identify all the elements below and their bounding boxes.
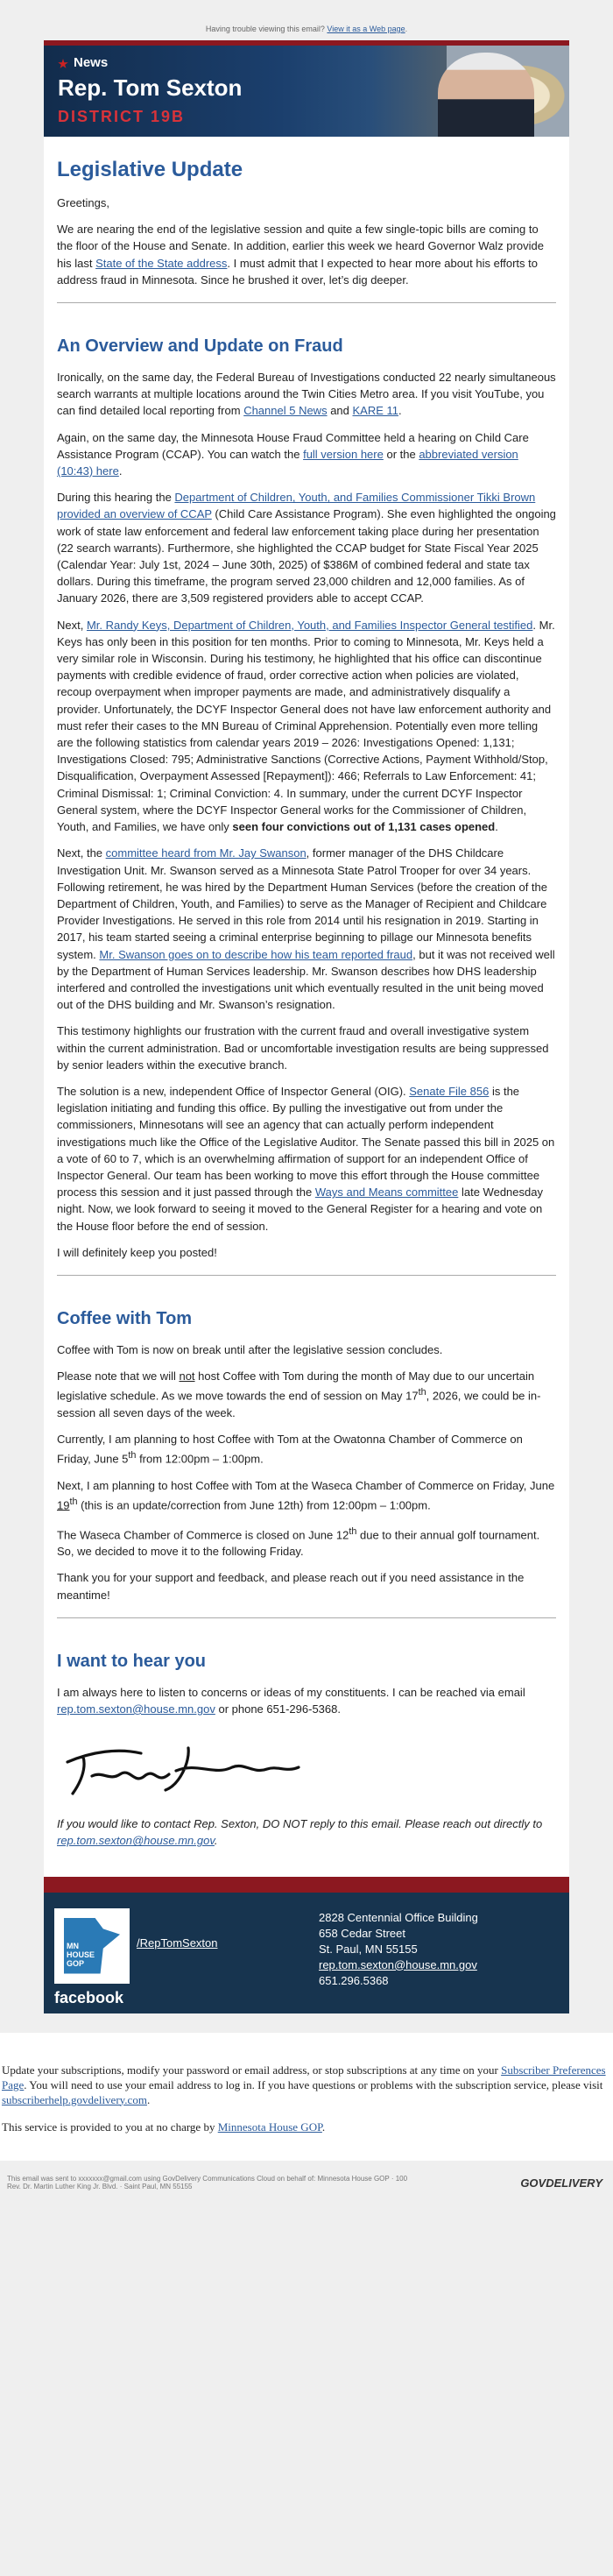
swanson-testimony-link[interactable]: committee heard from Mr. Jay Swanson	[105, 846, 306, 860]
representative-portrait	[438, 53, 534, 137]
star-icon	[58, 59, 68, 69]
divider	[57, 1275, 556, 1276]
footer-email-link[interactable]: rep.tom.sexton@house.mn.gov	[319, 1957, 477, 1971]
swanson-describes-link[interactable]: Mr. Swanson goes on to describe how his team reported fraud	[99, 947, 413, 961]
footer-phone: 651.296.5368	[319, 1973, 389, 1987]
channel-5-link[interactable]: Channel 5 News	[243, 404, 328, 418]
mn-house-gop-logo[interactable]: MN HOUSE GOP	[54, 1908, 130, 1984]
header-banner	[44, 46, 569, 137]
email-link[interactable]: rep.tom.sexton@house.mn.gov	[57, 1702, 215, 1716]
inspector-general-link[interactable]: Mr. Randy Keys, Department of Children, Youth, and Families Inspector General testified	[86, 618, 533, 632]
top-note-text: Having trouble viewing this email?	[205, 25, 325, 33]
coffee-paragraph-5: The Waseca Chamber of Commerce is closed on June 12th due to their annual golf tournament. So, we decided to move it to the following Friday.	[57, 1525, 540, 1559]
divider	[57, 302, 556, 303]
full-version-link[interactable]: full version here	[303, 447, 384, 461]
fraud-section-title: An Overview and Update on Fraud	[57, 336, 343, 357]
kare-11-link[interactable]: KARE 11	[352, 404, 399, 418]
facebook-logo[interactable]: facebook	[54, 1988, 124, 2006]
state-of-state-link[interactable]: State of the State address	[95, 256, 228, 270]
fraud-paragraph-8: I will definitely keep you posted!	[57, 1245, 217, 1259]
divider	[57, 1617, 556, 1618]
subscription-preferences: Update your subscriptions, modify your password or email address, or stop subscriptions at any time on your Subscriber Preferences Page. You will need to use your email address to log in. If you have questions or problems with the subscription service, please visit subscriberhelp.govdelivery.com. This service is provided to you at no charge by Minnesota House GOP.	[0, 2033, 613, 2161]
facebook-handle-link[interactable]: /RepTomSexton	[137, 1936, 218, 1950]
hear-paragraph-1: I am always here to listen to concerns or ideas of my constituents. I can be reached via email rep.tom.sexton@house.mn.gov or phone 651-296-5368.	[57, 1685, 525, 1716]
mn-house-gop-link[interactable]: Minnesota House GOP	[217, 2120, 322, 2134]
fraud-paragraph-5: Next, the committee heard from Mr. Jay Swanson, former manager of the DHS Childcare Investigation Unit. Mr. Swanson served as a Minnesota State Patrol Trooper for over 34 years. Following retirement, he was hired by the Department Human Services (before the creation of the Department of Children, Youth, and Families) to serve as the Manager of Recipient and Childcare Provider Investigations. He served in this role from 2014 until his resignation in 2019. Starting in 2017, his team started seeing a criminal enterprise beginning to pillage our Minnesota benefits system. Mr. Swanson goes on to describe how his team reported fraud, but it was not received well by the Department of Human Services leadership. Mr. Swanson describes how DHS leadership interfered and controlled the investigations unit which eventually resulted in the unit being moved out of the DHS building and Mr. Swanson’s resignation.	[57, 846, 555, 1012]
hear-section-title: I want to hear you	[57, 1651, 207, 1671]
coffee-paragraph-3: Currently, I am planning to host Coffee with Tom at the Owatonna Chamber of Commerce on Friday, June 5th from 12:00pm – 1:00pm.	[57, 1433, 523, 1466]
subscriber-help-link[interactable]: subscriberhelp.govdelivery.com	[2, 2092, 147, 2106]
web-page-link[interactable]: View it as a Web page	[327, 25, 405, 33]
fraud-paragraph-6: This testimony highlights our frustration with the current fraud and overall investigative system within the current administration. Bad or uncomfortable investigation results are being suppressed by senior leaders within the executive branch.	[57, 1024, 549, 1072]
office-address: 2828 Centennial Office Building 658 Cedar Street St. Paul, MN 55155 rep.tom.sexton@house.mn.gov 651.296.5368	[319, 1910, 478, 1987]
abbreviated-version-link[interactable]: abbreviated version (10:43) here	[57, 447, 518, 478]
email-card	[44, 40, 569, 1877]
banner-name: Rep. Tom Sexton	[58, 74, 243, 101]
footer	[44, 1877, 569, 2013]
coffee-paragraph-4: Next, I am planning to host Coffee with Tom at the Waseca Chamber of Commerce on Friday, June 19th (this is an update/correction from June 12th) from 12:00pm – 1:00pm.	[57, 1478, 555, 1512]
contact-email-link[interactable]: rep.tom.sexton@house.mn.gov	[57, 1834, 215, 1848]
top-note: Having trouble viewing this email? View it as a Web page.	[205, 25, 408, 33]
hear-paragraph-2: If you would like to contact Rep. Sexton, DO NOT reply to this email. Please reach out directly to rep.tom.sexton@house.mn.gov.	[57, 1817, 543, 1848]
signature-image	[57, 1736, 320, 1799]
fraud-paragraph-4: Next, Mr. Randy Keys, Department of Children, Youth, and Families Inspector General testified. Mr. Keys has only been in this position for ten months. Prior to coming to Minnesota, Mr. Keys held a very similar role in Wisconsin. During his testimony, he highlighted that his office can discontinue payments with credible evidence of fraud, order corrective action when policies are violated, recoup overpayment when improper payments are made, and administratively disqualify a provider. Unfortunately, the DCYF Inspector General does not have law enforcement authority and must refer their cases to the MN Bureau of Criminal Apprehension. Potentially even more telling are the following statistics from calendar years 2019 – 2026: Investigations Opened: 1,131; Investigations Closed: 795; Administrative Sanctions (Corrective Actions, Payment Withhold/Stop, Disqualification, Overpayment Assessed [Repayment]): 466; Referrals to Law Enforcement: 41; Criminal Dismissal: 1; Criminal Conviction: 4. In summary, under the current DCYF Inspector General system, where the DCYF Inspector General works for the Commissioner of Children, Youth, and Families, we have only seen four convictions out of 1,131 cases opened.	[57, 618, 555, 834]
ways-and-means-link[interactable]: Ways and Means committee	[314, 1185, 459, 1200]
banner-news: News	[74, 55, 109, 70]
fraud-paragraph-7: The solution is a new, independent Office of Inspector General (OIG). Senate File 856 is the legislation initiating and funding this office. By pulling the investigative out from under the commissioners, Minnesotans will see an agency that can actually perform independent investigations much like the Office of the Legislative Auditor. The Senate passed this bill in 2025 on a vote of 60 to 7, which is an overwhelming affirmation of support for an independent Office of Inspector General. Our team has been working to move this effort through the House committee process this session and it just passed through the Ways and Means committee late Wednesday night. Now, we look forward to seeing it moved to the General Register for a hearing and vote on the House floor before the end of session.	[57, 1084, 555, 1233]
coffee-paragraph-6: Thank you for your support and feedback, and please reach out if you need assistance in the meantime!	[57, 1571, 525, 1602]
subscriber-preferences-link[interactable]: Subscriber Preferences Page	[2, 2063, 606, 2091]
banner-district: DISTRICT 19B	[58, 108, 186, 125]
govdelivery-footer: This email was sent to xxxxxxx@gmail.com using GovDelivery Communications Cloud on behalf of: Minnesota House GOP · 100 Rev. Dr. Martin Luther King Jr. Blvd. · Saint Paul, MN 55155 GOVDELIVERY	[7, 2174, 602, 2190]
fraud-paragraph-1: Ironically, on the same day, the Federal Bureau of Investigations conducted 22 nearly simultaneous search warrants at multiple locations around the Twin Cities Metro area. If you visit YouTube, you can find detailed local reporting from Channel 5 News and KARE 11.	[57, 371, 556, 418]
coffee-paragraph-1: Coffee with Tom is now on break until after the legislative session concludes.	[57, 1342, 443, 1356]
legislative-update-title: Legislative Update	[57, 158, 243, 181]
coffee-section-title: Coffee with Tom	[57, 1308, 193, 1328]
commissioner-overview-link[interactable]: Department of Children, Youth, and Families Commissioner Tikki Brown provided an overview of CCAP	[57, 491, 536, 521]
coffee-paragraph-2: Please note that we will not host Coffee with Tom during the month of May due to our uncertain legislative schedule. As we move towards the end of session on May 17th, 2026, we could be in-session all seven days of the week.	[57, 1369, 541, 1419]
senate-file-856-link[interactable]: Senate File 856	[409, 1084, 490, 1098]
fraud-paragraph-3: During this hearing the Department of Children, Youth, and Families Commissioner Tikki Brown provided an overview of CCAP (Child Care Assistance Program). She even highlighted the ongoing work of state law enforcement and federal law enforcement taking place during her presentation (22 search warrants). Furthermore, she highlighted the CCAP budget for State Fiscal Year 2025 (Calendar Year: July 1st, 2024 – June 30th, 2025) of $386M of combined federal and state tax dollars. During this timeframe, the program served 23,000 children and 12,000 families. As of January 2026, there are 3,509 registered providers able to accept CCAP.	[57, 491, 556, 605]
email-content	[44, 137, 569, 1877]
fraud-paragraph-2: Again, on the same day, the Minnesota House Fraud Committee held a hearing on Child Care Assistance Program (CCAP). You can watch the full version here or the abbreviated version (10:43) here.	[57, 430, 529, 478]
update-paragraph: We are nearing the end of the legislative session and quite a few single-topic bills are coming to the floor of the House and Senate. In addition, earlier this week we heard Governor Walz provide his last State of the State address. I must admit that I expected to hear more about his efforts to address fraud in Minnesota. Since he brushed it over, let’s dig deeper.	[57, 223, 544, 287]
govdelivery-logo[interactable]: GOVDELIVERY	[520, 2176, 602, 2190]
greeting: Greetings,	[57, 196, 109, 209]
